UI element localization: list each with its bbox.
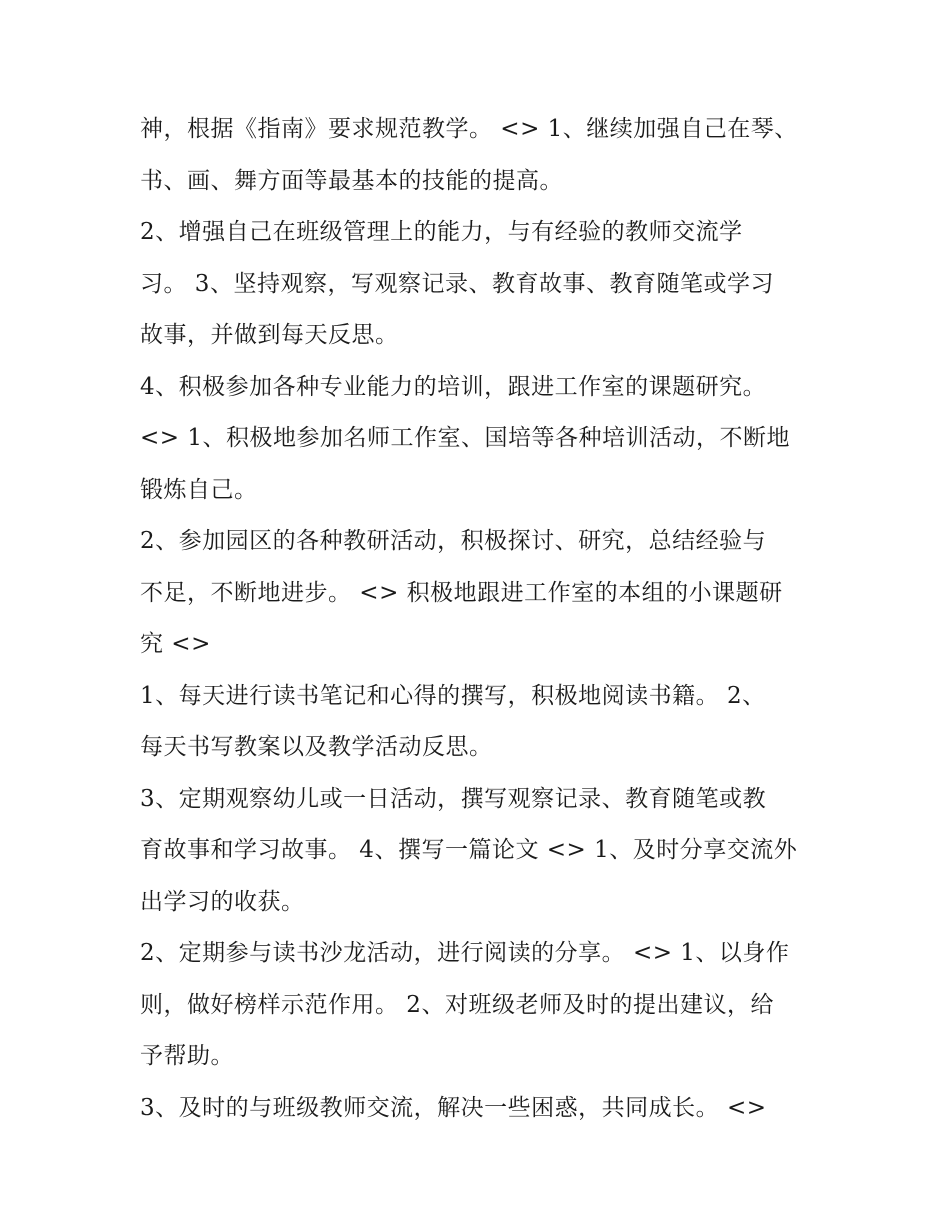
text-line: 4、积极参加各种专业能力的培训，跟进工作室的课题研究。	[140, 373, 767, 400]
text-line: <> 1、积极地参加名师工作室、国培等各种培训活动，不断地	[140, 425, 790, 451]
text-line: 究 <>	[140, 631, 211, 657]
text-line: 2、参加园区的各种教研活动，积极探讨、研究，总结经验与	[140, 528, 767, 554]
text-line: 2、增强自己在班级管理上的能力，与有经验的教师交流学	[140, 219, 743, 245]
text-line: 神，根据《指南》要求规范教学。 <> 1、继续加强自己在琴、	[140, 116, 798, 142]
text-line: 3、定期观察幼儿或一日活动，撰写观察记录、教育随笔或教	[140, 785, 767, 812]
text-line: 予帮助。	[140, 1043, 234, 1069]
text-line: 习。 3、坚持观察，写观察记录、教育故事、教育随笔或学习	[140, 270, 774, 297]
text-line: 故事，并做到每天反思。	[140, 322, 399, 348]
text-line: 3、及时的与班级教师交流，解决一些困惑，共同成长。 <>	[140, 1094, 767, 1121]
text-line: 锻炼自己。	[140, 476, 258, 503]
text-line: 出学习的收获。	[140, 888, 305, 915]
text-line: 每天书写教案以及教学活动反思。	[140, 734, 493, 760]
text-line: 则，做好榜样示范作用。 2、对班级老师及时的提出建议，给	[140, 991, 774, 1018]
text-line: 书、画、舞方面等最基本的技能的提高。	[140, 167, 563, 194]
text-line: 不足，不断地进步。 <> 积极地跟进工作室的本组的小课题研	[140, 579, 783, 606]
text-line: 育故事和学习故事。 4、撰写一篇论文 <> 1、及时分享交流外	[140, 837, 798, 863]
text-line: 1、每天进行读书笔记和心得的撰写，积极地阅读书籍。 2、	[140, 682, 766, 709]
text-line: 2、定期参与读书沙龙活动，进行阅读的分享。 <> 1、以身作	[140, 940, 790, 966]
document-body	[140, 104, 820, 1134]
